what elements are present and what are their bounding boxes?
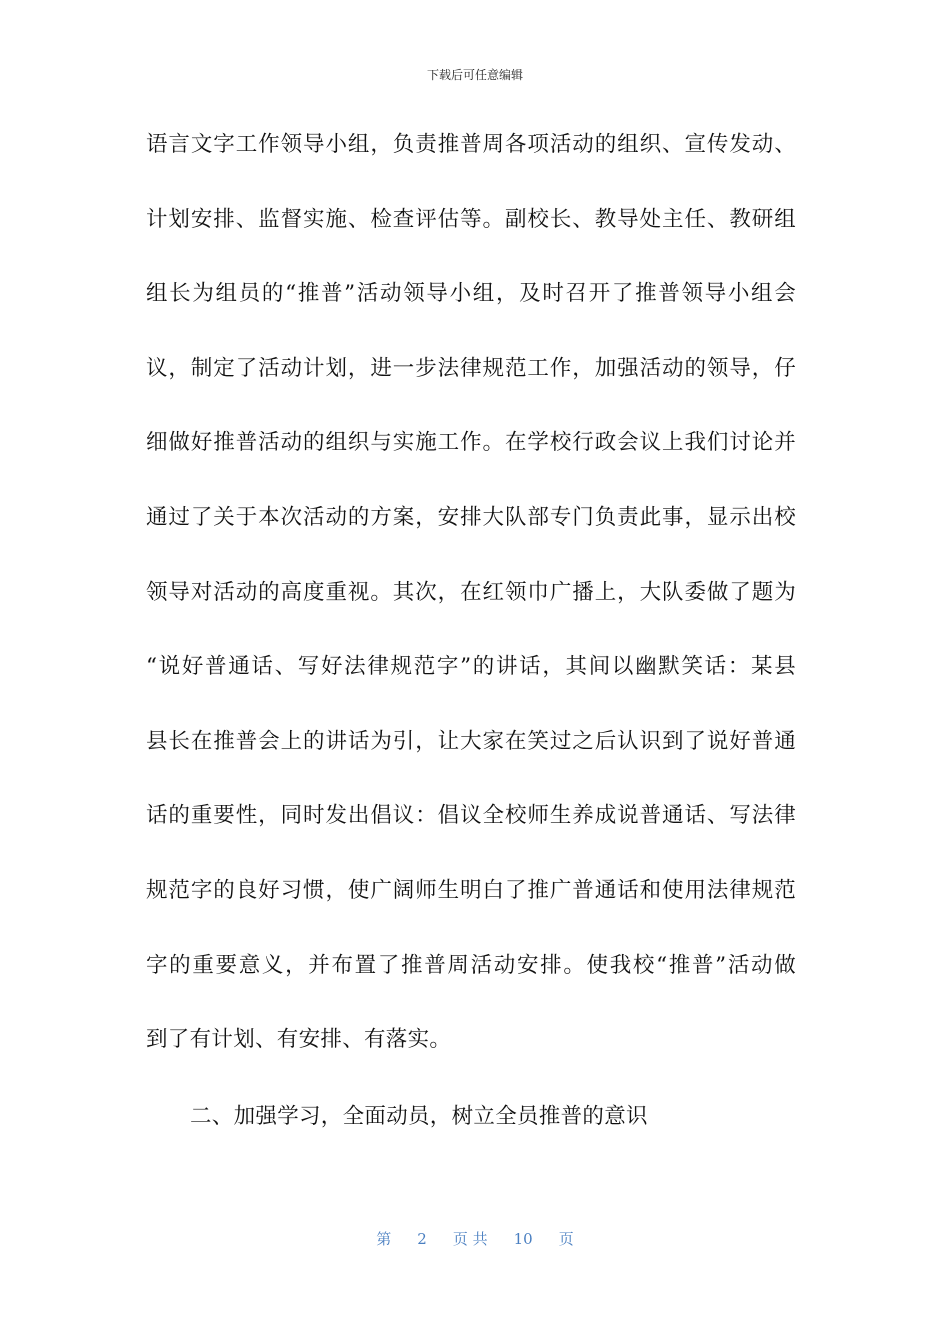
paragraph-line-13: 到了有计划、有安排、有落实。 [146,1027,452,1053]
footer-current-page: 2 [417,1230,427,1248]
paragraph-line-7: 领导对活动的高度重视。其次，在红领巾广播上，大队委做了题为 [146,579,796,605]
paragraph-line-12: 字的重要意义，并布置了推普周活动安排。使我校“推普”活动做 [146,952,796,978]
footer-suffix: 页 [558,1230,574,1248]
page-footer [0,1228,950,1250]
paragraph-line-3: 组长为组员的“推普”活动领导小组，及时召开了推普领导小组会 [146,281,796,307]
footer-middle: 页 共 [452,1230,488,1248]
paragraph-line-4: 议，制定了活动计划，进一步法律规范工作，加强活动的领导，仔 [146,355,796,381]
body-paragraph [146,120,796,1090]
paragraph-line-2: 计划安排、监督实施、检查评估等。副校长、教导处主任、教研组 [146,206,796,232]
paragraph-line-5: 细做好推普活动的组织与实施工作。在学校行政会议上我们讨论并 [146,430,796,456]
section-heading: 二、加强学习，全面动员，树立全员推普的意识 [190,1104,648,1129]
paragraph-line-1: 语言文字工作领导小组，负责推普周各项活动的组织、宣传发动、 [146,132,796,157]
paragraph-line-6: 通过了关于本次活动的方案，安排大队部专门负责此事，显示出校 [146,504,796,530]
header-text: 下载后可任意编辑 [426,68,523,82]
paragraph-line-11: 规范字的良好习惯，使广阔师生明白了推广普通话和使用法律规范 [146,877,796,903]
footer-prefix: 第 [376,1230,392,1248]
page-header [0,67,950,83]
paragraph-line-9: 县长在推普会上的讲话为引，让大家在笑过之后认识到了说好普通 [146,728,796,754]
paragraph-line-8: “说好普通话、写好法律规范字”的讲话，其间以幽默笑话：某县 [146,654,796,680]
footer-total-pages: 10 [513,1230,533,1248]
paragraph-line-10: 话的重要性，同时发出倡议：倡议全校师生养成说普通话、写法律 [146,803,796,829]
